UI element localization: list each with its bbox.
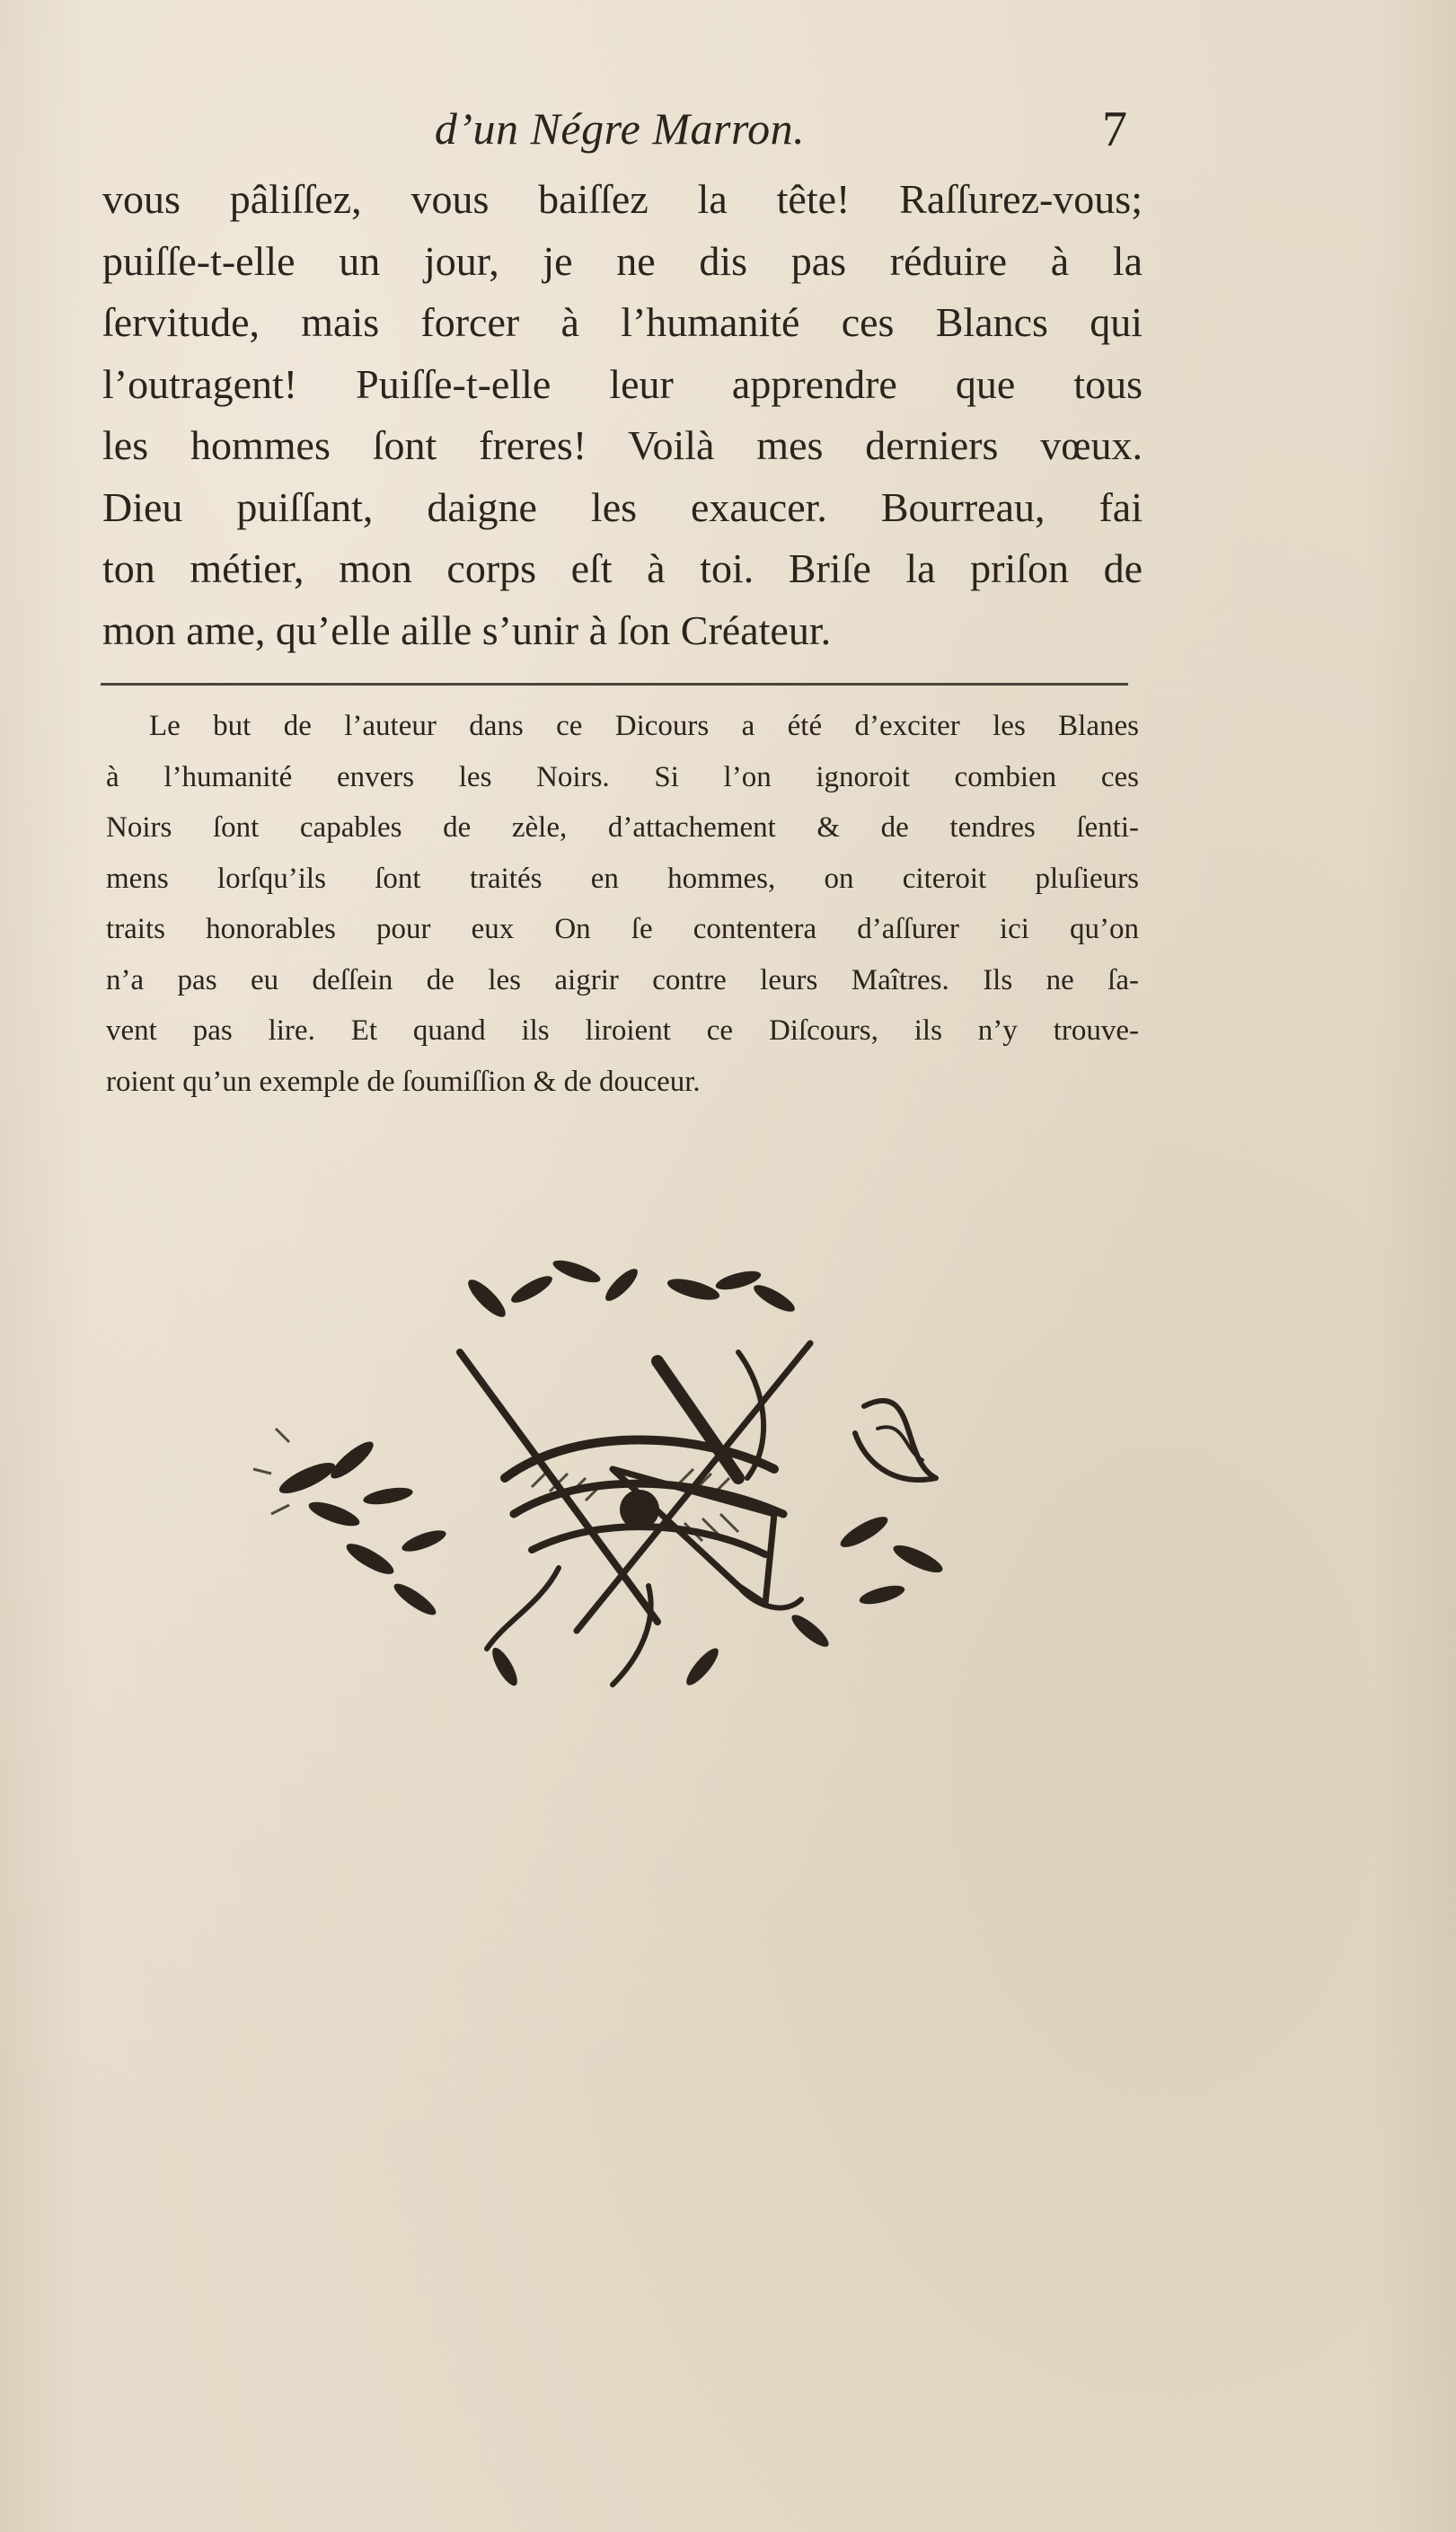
footnote-line: à l’humanité envers les Noirs. Si l’on ignoroit combien ces — [106, 760, 1139, 793]
footnote — [106, 701, 1139, 1107]
text-line: mon ame, qu’elle aille s’unir à ſon Créateur. — [102, 606, 832, 653]
footnote-line: roient qu’un exemple de ſoumiſſion & de douceur. — [106, 1065, 701, 1098]
text-line: Dieu puiſſant, daigne les exaucer. Bourreau, fai — [102, 483, 1143, 530]
footnote-rule — [101, 683, 1128, 686]
text-line: l’outragent! Puiſſe-t-elle leur apprendre que tous — [102, 360, 1143, 407]
running-head — [103, 97, 1136, 169]
text-line: ton métier, mon corps eſt à toi. Briſe la priſon de — [102, 545, 1143, 591]
text-line: ſervitude, mais forcer à l’humanité ces Blancs qui — [102, 299, 1143, 345]
running-title: d’un Négre Marron. — [434, 103, 806, 154]
footnote-line: mens lorſqu’ils ſont traités en hommes, on citeroit pluſieurs — [106, 862, 1139, 895]
text-line: les hommes ſont freres! Voilà mes derniers vœux. — [102, 422, 1143, 468]
footnote-line: Le but de l’auteur dans ce Dicours a été d’exciter les Blanes — [149, 710, 1139, 742]
floral-tailpiece-icon — [235, 1244, 1017, 1703]
text-line: puiſſe-t-elle un jour, je ne dis pas réduire à la — [102, 237, 1143, 284]
page-number: 7 — [1102, 102, 1127, 157]
footnote-line: n’a pas eu deſſein de les aigrir contre leurs Maîtres. Ils ne ſa- — [106, 963, 1139, 996]
footnote-line: traits honorables pour eux On ſe contentera d’aſſurer ici qu’on — [106, 913, 1139, 945]
main-paragraph — [102, 169, 1143, 661]
text-line: vous pâliſſez, vous baiſſez la tête! Raſſurez-vous; — [102, 176, 1143, 222]
footnote-line: Noirs ſont capables de zèle, d’attachement & de tendres ſenti- — [106, 811, 1139, 844]
footnote-line: vent pas lire. Et quand ils liroient ce Diſcours, ils n’y trouve- — [106, 1014, 1139, 1047]
